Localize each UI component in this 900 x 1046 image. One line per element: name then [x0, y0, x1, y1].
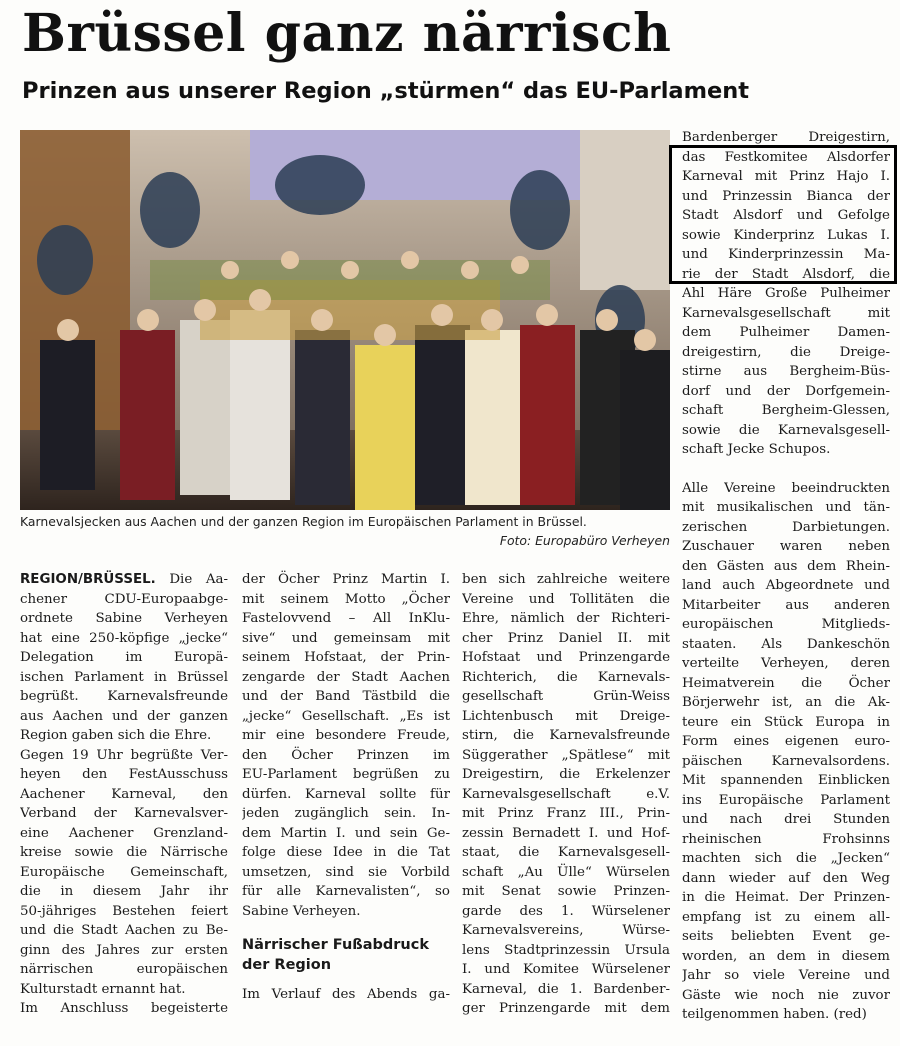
text-line: Zuschauer waren neben [682, 539, 890, 554]
text-line: Kulturstadt ernannt hat. [20, 981, 186, 997]
text-line: umsetzen, sind sie Vorbild [242, 864, 450, 880]
text-line: den Öcher Prinzen im [242, 747, 450, 763]
text-line: seinem Hofstaat, der Prin- [242, 650, 450, 665]
text-line: stirne aus Bergheim-Büs- [682, 364, 890, 379]
text-line: Karneval, die 1. Bardenber- [462, 981, 670, 997]
text-line: Delegation im Europä- [20, 650, 228, 665]
subheadline: Prinzen aus unserer Region „stürmen“ das EU-Parlament [22, 78, 750, 104]
text-line: schaft „Au Ülle“ Würselen [462, 864, 670, 880]
text-line: zerischen Darbietungen. [682, 519, 890, 535]
text-line: heyen den FestAusschuss [20, 767, 228, 782]
text-line: sowie Kinderprinz Lukas I. [682, 227, 890, 243]
text-line: zessin Bernadett I. und Hof- [462, 825, 670, 841]
text-line: dem Martin I. und sein Ge- [242, 825, 450, 841]
text-line: jeden zugänglich sein. In- [242, 806, 450, 821]
text-line: EU-Parlament begrüßen zu [242, 767, 450, 782]
text-line: Im Verlauf des Abends ga- [242, 987, 450, 1002]
text-line: teilgenommen haben. (red) [682, 1007, 867, 1022]
text-line: sive“ und gemeinsam mit [242, 630, 450, 646]
text-line: sowie die Karnevalsgesell- [682, 422, 890, 438]
text-line: die in diesem Jahr ihr [20, 884, 228, 899]
text-line: Form eines eigenen euro- [682, 734, 890, 749]
text-line: Mit spannenden Einblicken [682, 773, 890, 788]
text-line: ger Prinzengarde mit dem [462, 1001, 670, 1016]
dateline: REGION/BRÜSSEL. [20, 572, 156, 587]
text-line: Europäische Gemeinschaft, [20, 864, 228, 880]
article-column-1 [20, 570, 228, 1019]
text-line: zengarde der Stadt Aachen [242, 669, 450, 685]
text-line: schaft Jecke Schupos. [682, 442, 831, 457]
text-line: folge diese Idee in die Tat [242, 845, 450, 860]
text-line: kreise sowie die Närrische [20, 845, 228, 860]
subheading-line: Närrischer Fußabdruck [242, 937, 429, 953]
text-line: eine Aachener Grenzland- [20, 825, 228, 841]
text-line: Fastelovvend – All InKlu- [242, 611, 450, 626]
text-line: Richterich, die Karnevals- [462, 669, 670, 685]
text-line: stirn, die Karnevalsfreunde [462, 728, 670, 743]
text-line: ischen Parlament in Brüssel [20, 669, 228, 685]
photo-credit: Foto: Europabüro Verheyen [499, 533, 670, 548]
headline: Brüssel ganz närrisch [22, 3, 672, 64]
text-line: päischen Karnevalsordens. [682, 753, 890, 769]
text-line: ins Europäische Parlament [682, 792, 890, 808]
text-line: Karneval mit Prinz Hajo I. [682, 169, 890, 184]
text-line: Süggerather „Spätlese“ mit [462, 747, 670, 763]
text-line: teure ein Stück Europa in [682, 714, 890, 730]
text-line: den Gästen aus dem Rhein- [682, 558, 890, 574]
text-line: garde des 1. Würselener [462, 903, 670, 919]
text-line: dann wieder auf den Weg [682, 870, 890, 886]
text-line: worden, an dem in diesem [682, 948, 890, 964]
section-subheading [242, 935, 450, 975]
article-photo [20, 130, 670, 510]
text-line: und nach drei Stunden [682, 812, 890, 827]
text-line: Hofstaat und Prinzengarde [462, 650, 670, 665]
text-line: Aachener Karneval, den [20, 786, 228, 802]
text-line: aus Aachen und der ganzen [20, 708, 228, 724]
text-line: Im Anschluss begeisterte [20, 1001, 228, 1016]
text-line: dürfen. Karneval sollte für [242, 786, 450, 802]
text-line: Alle Vereine beeindruckten [682, 480, 890, 496]
text-line: mit Senat sowie Prinzen- [462, 884, 670, 899]
text-line: mit seinem Motto „Öcher [242, 591, 450, 607]
text-line: staat, die Karnevalsgesell- [462, 845, 670, 860]
text-line: Heimatverein die Öcher [682, 675, 890, 691]
text-line: Ehre, nämlich der Richteri- [462, 611, 670, 626]
text-line: machten sich die „Jecken“ [682, 851, 890, 866]
text-line: der Öcher Prinz Martin I. [242, 572, 450, 587]
text-line: ginn des Jahres zur ersten [20, 942, 228, 958]
text-line: Stadt Alsdorf und Gefolge [682, 208, 890, 223]
text-line: europäischen Mitglieds- [682, 617, 890, 632]
text-line: Karnevalsvereins, Würse- [462, 923, 670, 938]
text-line: und der Band Tästbild die [242, 689, 450, 704]
text-line: und Kinderprinzessin Ma- [682, 247, 890, 262]
text-line: für alle Karnevalisten“, so [242, 884, 450, 899]
text-line: chener CDU-Europaabge- [20, 591, 228, 607]
text-line: Gegen 19 Uhr begrüßte Ver- [20, 747, 228, 763]
text-line: mit musikalischen und tän- [682, 500, 890, 515]
text-line: rie der Stadt Alsdorf, die [682, 266, 890, 282]
photo-group-carnival-icon [20, 130, 670, 510]
caption-text: Karnevalsjecken aus Aachen und der ganzen Region im Europäischen Parlament in Brüssel. [20, 514, 587, 529]
text-line: schaft Bergheim-Glessen, [682, 403, 890, 418]
article-column-3 [462, 570, 670, 1019]
text-line: cher Prinz Daniel II. mit [462, 630, 670, 646]
text-line: begrüßt. Karnevalsfreunde [20, 689, 228, 704]
text-line: mir eine besondere Freude, [242, 728, 450, 743]
text-line: I. und Komitee Würselener [462, 962, 670, 977]
article-column-2 [242, 570, 450, 1005]
text-line: dreigestirn, die Dreige- [682, 344, 890, 360]
text-line: hat eine 250-köpfige „jecke“ [20, 630, 228, 646]
text-line: Verband der Karnevalsver- [20, 806, 228, 821]
text-line: Dreigestirn, die Erkelenzer [462, 767, 670, 782]
subheading-line: der Region [242, 957, 332, 973]
text-line: Gäste wie noch nie zuvor [682, 987, 890, 1003]
text-line: Mitarbeiter aus anderen [682, 597, 890, 613]
text-line: gesellschaft Grün-Weiss [462, 689, 670, 704]
text-line: Lichtenbusch mit Dreige- [462, 708, 670, 724]
text-line: rheinischen Frohsinns [682, 831, 890, 847]
paragraph-gap [682, 460, 890, 479]
text-line: Börjerwehr ist, an die Ak- [682, 695, 890, 710]
text-line: in die Heimat. Der Prinzen- [682, 890, 890, 905]
text-line: und die Stadt Aachen zu Be- [20, 923, 228, 938]
text-line: land auch Abgeordnete und [682, 578, 890, 593]
text-line: seits beliebten Event ge- [682, 929, 890, 944]
text-line: Vereine und Tollitäten die [462, 591, 670, 607]
text-line: närrischen europäischen [20, 962, 228, 977]
text-line: empfang ist zu einem all- [682, 909, 890, 925]
article-column-4 [682, 128, 890, 1025]
text-line: mit Prinz Franz III., Prin- [462, 806, 670, 821]
text-line: dorf und der Dorfgemein- [682, 383, 890, 399]
text-line: dem Pulheimer Damen- [682, 325, 890, 340]
text-line: verteilte Verheyen, deren [682, 656, 890, 671]
text-run: Die Aa- [155, 572, 228, 587]
text-line: Sabine Verheyen. [242, 903, 361, 919]
text-line [20, 570, 228, 590]
text-line: Ahl Häre Große Pulheimer [682, 286, 890, 301]
text-line: lens Stadtprinzessin Ursula [462, 942, 670, 958]
text-line: Karnevalsgesellschaft e.V. [462, 786, 670, 802]
text-line: staaten. Als Dankeschön [682, 636, 890, 652]
text-line: 50-jähriges Bestehen feiert [20, 903, 228, 919]
photo-caption [20, 514, 670, 529]
text-line: ordnete Sabine Verheyen [20, 611, 228, 626]
text-line: das Festkomitee Alsdorfer [682, 149, 890, 165]
text-line: Karnevalsgesellschaft mit [682, 305, 890, 321]
text-line: Region gaben sich die Ehre. [20, 728, 212, 743]
text-line: ben sich zahlreiche weitere [462, 572, 670, 587]
text-line: und Prinzessin Bianca der [682, 188, 890, 204]
text-line: Bardenberger Dreigestirn, [682, 130, 890, 145]
text-line: „jecke“ Gesellschaft. „Es ist [242, 708, 450, 724]
text-line: Jahr so viele Vereine und [682, 968, 890, 983]
